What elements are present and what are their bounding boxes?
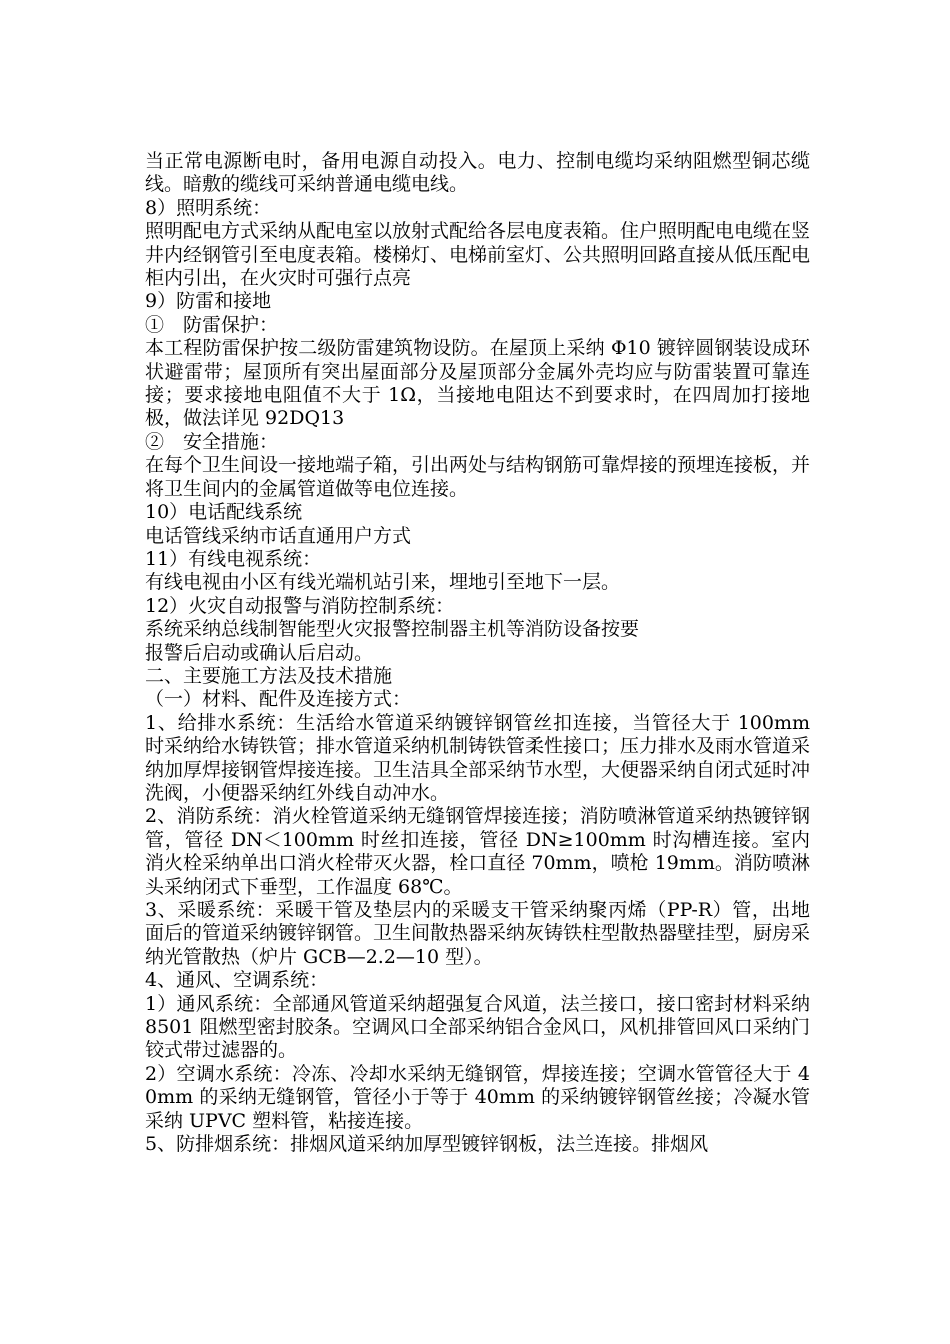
document-page (145, 150, 810, 1156)
subheading-lightning-protection: ① 防雷保护： (145, 313, 279, 336)
paragraph-water-drainage: 1、给排水系统：生活给水管道采纳镀锌钢管丝扣连接，当管径大于 100mm 时采纳给水铸铁管；排水管道采纳机制铸铁管柔性接口；压力排水及雨水管道采纳加厚焊接钢管焊接连接。卫生洁具全部采纳节水型，大便器采纳自闭式延时冲洗阀，小便器采纳红外线自动冲水。 (145, 711, 811, 804)
paragraph-telephone: 电话管线采纳市话直通用户方式 (145, 524, 412, 547)
heading-fire-alarm-system: 12）火灾自动报警与消防控制系统： (145, 594, 455, 617)
paragraph-fire-alarm-line-1: 系统采纳总线制智能型火灾报警控制器主机等消防设备按要 (145, 618, 640, 641)
paragraph-ac-water: 2）空调水系统：冷冻、冷却水采纳无缝钢管，焊接连接；空调水管管径大于 40mm 的采纳无缝钢管，管径小于等于 40mm 的采纳镀锌钢管丝接；冷凝水管采纳 UPVC 塑料管，粘接连接。 (145, 1062, 810, 1132)
paragraph-fire-alarm-line-2: 报警后启动或确认后启动。 (145, 641, 374, 664)
paragraph-lighting: 照明配电方式采纳从配电室以放射式配给各层电度表箱。住户照明配电电缆在竖井内经钢管引至电度表箱。楼梯灯、电梯前室灯、公共照明回路直接从低压配电柜内引出，在火灾时可强行点亮 (145, 220, 811, 290)
paragraph-ventilation: 1）通风系统：全部通风管道采纳超强复合风道，法兰接口，接口密封材料采纳 8501 阻燃型密封胶条。空调风口全部采纳铝合金风口，风机排管回风口采纳门铰式带过滤器的。 (145, 992, 810, 1062)
subheading-materials: （一）材料、配件及连接方式： (145, 688, 412, 711)
paragraph-fire-protection: 2、消防系统：消火栓管道采纳无缝钢管焊接连接；消防喷淋管道采纳热镀锌钢管，管径 DN＜100mm 时丝扣连接，管径 DN≥100mm 时沟槽连接。室内消火栓采纳单出口消火栓带灭火器，栓口直径 70mm，喷枪 19mm。消防喷淋头采纳闭式下垂型，工作温度 68℃。 (145, 805, 810, 898)
heading-lighting-system: 8）照明系统： (145, 196, 272, 219)
heading-cable-tv-system: 11）有线电视系统： (145, 547, 322, 570)
paragraph-smoke-exhaust: 5、防排烟系统：排烟风道采纳加厚型镀锌钢板，法兰连接。排烟风 (145, 1133, 709, 1156)
paragraph-cable-tv: 有线电视由小区有线光端机站引来，埋地引至地下一层。 (145, 571, 621, 594)
subheading-safety-measures: ② 安全措施： (145, 430, 279, 453)
paragraph-heating: 3、采暖系统：采暖干管及垫层内的采暖支干管采纳聚丙烯（PP-R）管，出地面后的管道采纳镀锌钢管。卫生间散热器采纳灰铸铁柱型散热器壁挂型，厨房采纳光管散热（炉片 GCB—2.2—10 型）。 (145, 899, 811, 968)
paragraph-safety-measures: 在每个卫生间设一接地端子箱，引出两处与结构钢筋可靠焊接的预埋连接板，并将卫生间内的金属管道做等电位连接。 (145, 454, 811, 500)
heading-ventilation-ac: 4、通风、空调系统： (145, 969, 329, 992)
paragraph-power-supply: 当正常电源断电时，备用电源自动投入。电力、控制电缆均采纳阻燃型铜芯缆线。暗敷的缆线可采纳普通电缆电线。 (145, 150, 810, 196)
heading-telephone-system: 10）电话配线系统 (145, 501, 303, 524)
heading-lightning-grounding: 9）防雷和接地 (145, 290, 272, 313)
paragraph-lightning-protection: 本工程防雷保护按二级防雷建筑物设防。在屋顶上采纳 Φ10 镀锌圆钢装设成环状避雷带；屋顶所有突出屋面部分及屋顶部分金属外壳均应与防雷装置可靠连接；要求接地电阻值不大于 1Ω，当接地电阻达不到要求时，在四周加打接地极，做法详见 92DQ13 (145, 337, 810, 430)
heading-construction-methods: 二、主要施工方法及技术措施 (145, 664, 393, 687)
